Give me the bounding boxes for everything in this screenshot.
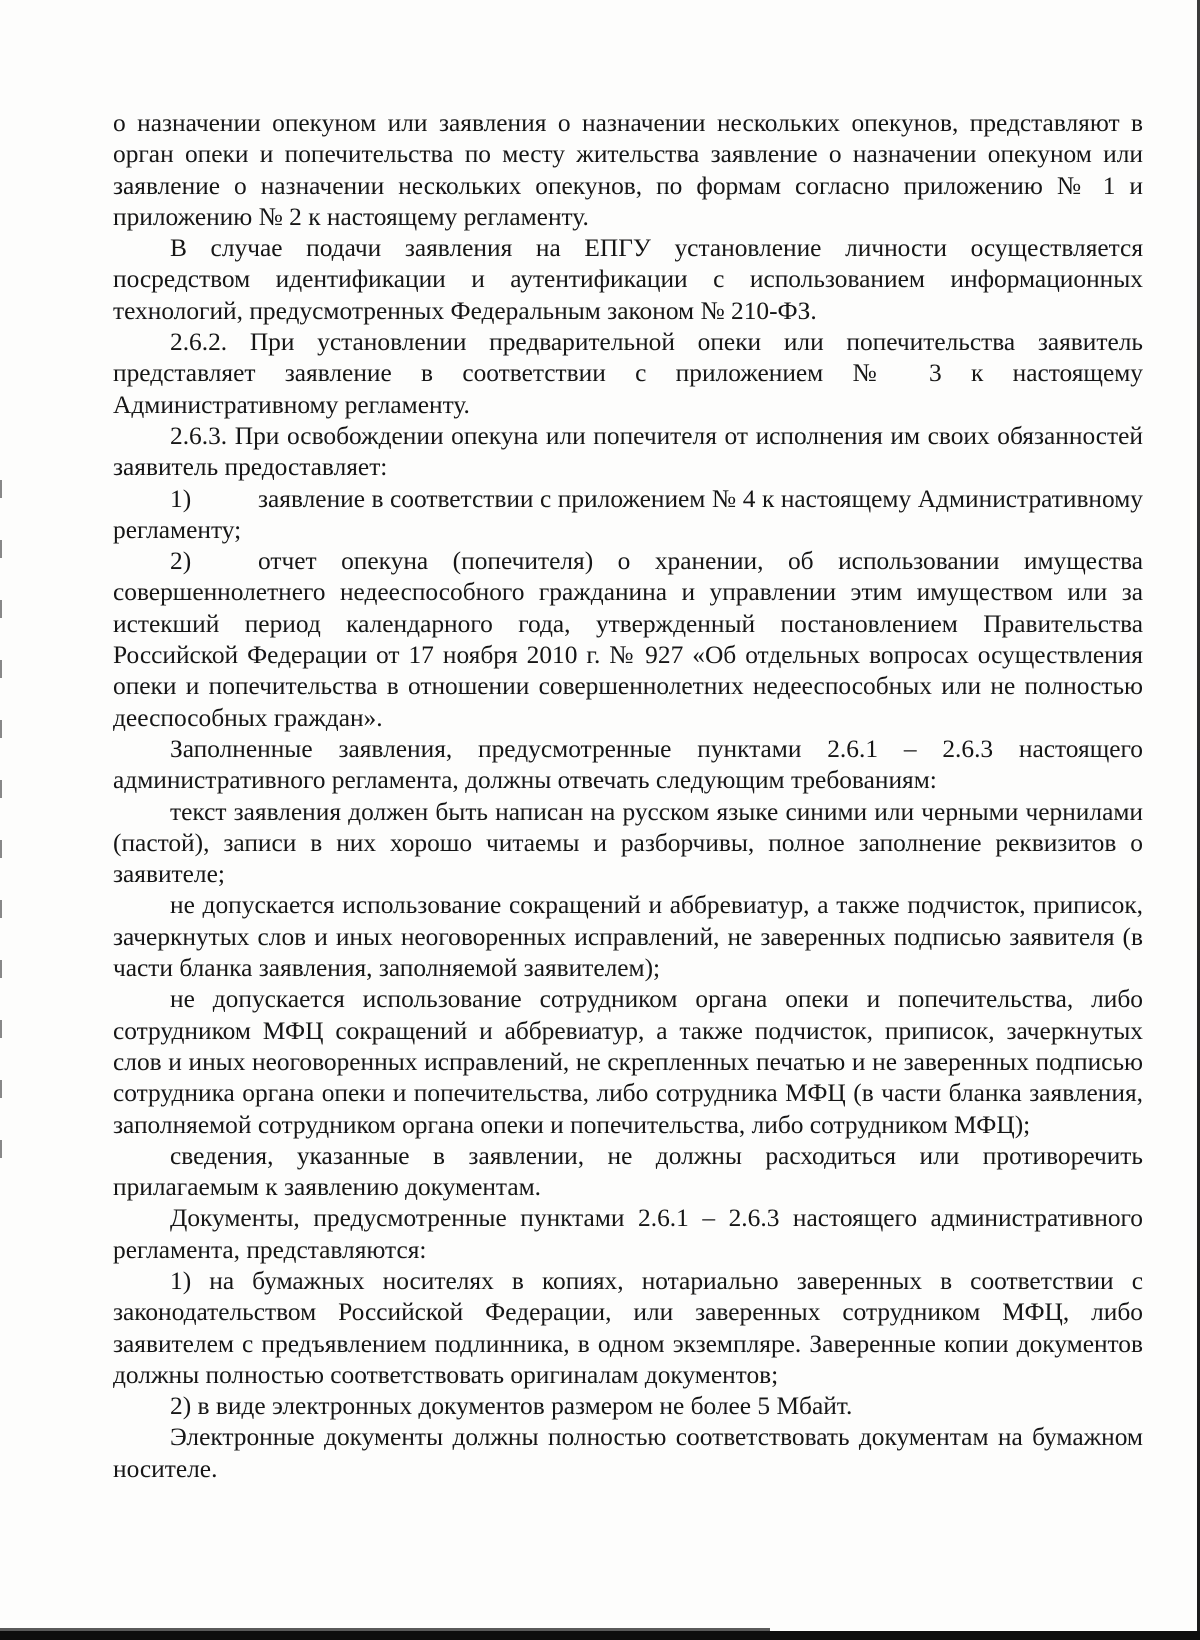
list-item-text: отчет опекуна (попечителя) о хранении, об использовании имущества совершеннолетнего недееспособного гражданина и управлении этим имуществом или за истекший период календарного года, утвержденный постановлением Правительства Российской Федерации от 17 ноября 2010 г. № 927 «Об отдельных вопросах осуществления опеки и попечительства в отношении совершеннолетних недееспособных или не полностью дееспособных граждан». bbox=[113, 547, 1143, 732]
list-item-number: 1) bbox=[170, 484, 192, 513]
list-item-number: 2) bbox=[170, 547, 192, 576]
paragraph-paper-copies: 1) на бумажных носителях в копиях, нотариально заверенных в соответствии с законодательством Российской Федерации, или заверенных сотрудником МФЦ, либо заявителем с предъявлением подлинника, в одном экземпляре. Заверенные копии документов должны полностью соответствовать оригиналам документов; bbox=[113, 1266, 1143, 1389]
list-item-2 bbox=[113, 546, 1143, 734]
paragraph-requirement-consistency: сведения, указанные в заявлении, не должны расходиться или противоречить прилагаемым к заявлению документам. bbox=[113, 1141, 1143, 1202]
scan-bottom-artifact bbox=[0, 1631, 1200, 1640]
list-item-1 bbox=[113, 484, 1143, 547]
paragraph-requirements-intro: Заполненные заявления, предусмотренные пунктами 2.6.1 – 2.6.3 настоящего административного регламента, должны отвечать следующим требованиям: bbox=[113, 734, 1143, 795]
paragraph-electronic-size: 2) в виде электронных документов размером не более 5 Мбайт. bbox=[170, 1392, 853, 1421]
paragraph-2-6-2: 2.6.2. При установлении предварительной опеки или попечительства заявитель представляет заявление в соответствии с приложением № 3 к настоящему Административному регламенту. bbox=[113, 328, 1143, 419]
paragraph-documents-intro: Документы, предусмотренные пунктами 2.6.1 – 2.6.3 настоящего административного регламента, представляются: bbox=[113, 1204, 1143, 1264]
paragraph-continuation: о назначении опекуном или заявления о назначении нескольких опекунов, представляют в орган опеки и попечительства по месту жительства заявление о назначении опекуном или заявление о назначении нескольких опекунов, по формам согласно приложению № 1 и приложению № 2 к настоящему регламенту. bbox=[113, 109, 1143, 231]
paragraph-requirement-no-abbreviations: не допускается использование сокращений и аббревиатур, а также подчисток, приписок, зачеркнутых слов и иных неоговоренных исправлений, не заверенных подписью заявителя (в части бланка заявления, заполняемой заявителем); bbox=[113, 891, 1143, 983]
list-item-text: заявление в соответствии с приложением № 4 к настоящему Административному регламенту; bbox=[113, 484, 1143, 544]
paragraph-electronic-conformity: Электронные документы должны полностью соответствовать документам на бумажном носителе. bbox=[113, 1423, 1143, 1483]
document-body bbox=[113, 108, 1143, 1485]
paragraph-requirement-ink: текст заявления должен быть написан на русском языке синими или черными чернилами (пастой), записи в них хорошо читаемы и разборчивы, полное заполнение реквизитов о заявителе; bbox=[113, 797, 1143, 889]
paragraph-2-6-3: 2.6.3. При освобождении опекуна или попечителя от исполнения им своих обязанностей заявитель предоставляет: bbox=[113, 421, 1143, 482]
paragraph-requirement-staff: не допускается использование сотрудником органа опеки и попечительства, либо сотрудником МФЦ сокращений и аббревиатур, а также подчисток, приписок, зачеркнутых слов и иных неоговоренных исправлений, не скрепленных печатью и не заверенных подписью сотрудника органа опеки и попечительства, либо сотрудника МФЦ (в части бланка заявления, заполняемой сотрудником органа опеки и попечительства, либо сотрудником МФЦ); bbox=[113, 985, 1143, 1139]
paragraph-epgu-identification: В случае подачи заявления на ЕПГУ установление личности осуществляется посредством идентификации и аутентификации с использованием информационных технологий, предусмотренных Федеральным законом № 210-ФЗ. bbox=[113, 234, 1143, 325]
scan-margin-artifact bbox=[0, 480, 2, 1180]
